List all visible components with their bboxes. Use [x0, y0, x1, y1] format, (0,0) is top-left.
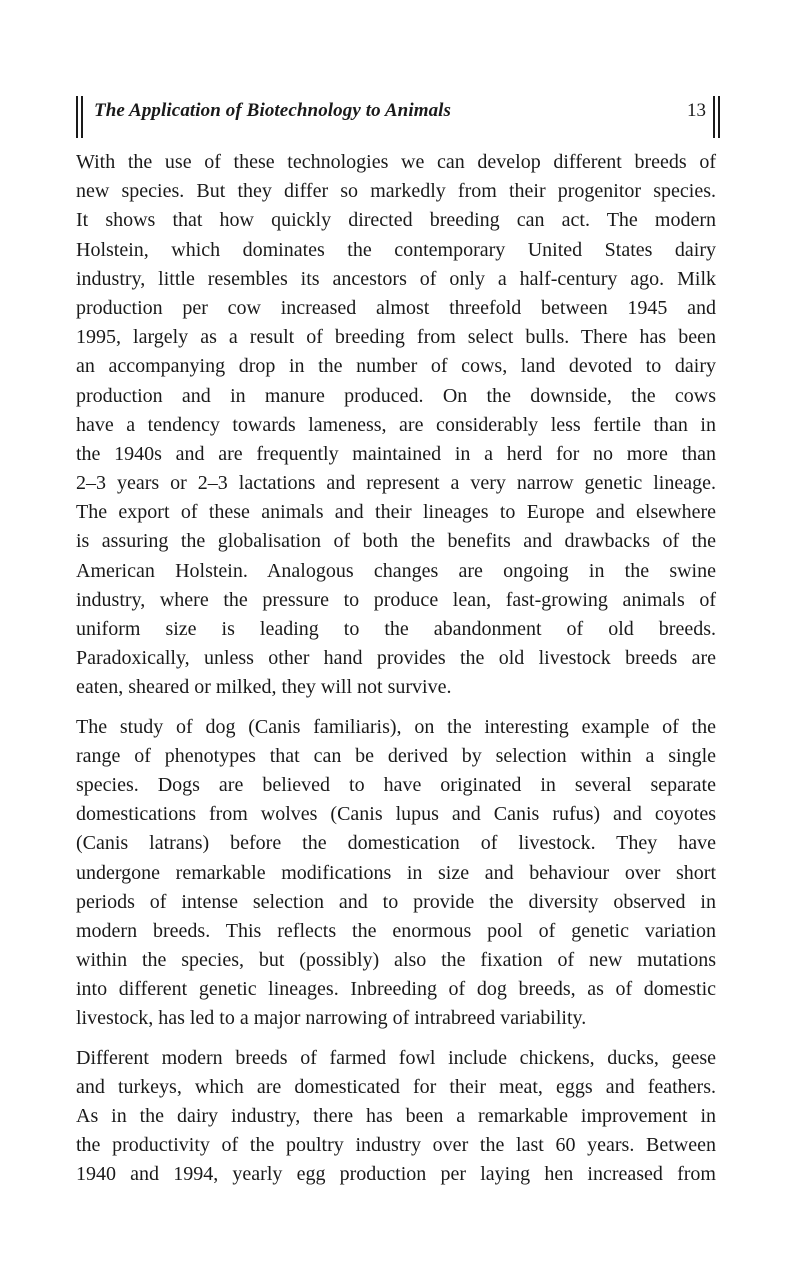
text-line: production per cow increased almost threefold between 1945 and	[76, 296, 716, 319]
text-line: (Canis latrans) before the domestication of livestock. They have	[76, 832, 716, 855]
header-rule-right	[713, 96, 715, 138]
text-line: livestock, has led to a major narrowing of intrabreed variability.	[76, 1007, 587, 1030]
text-line: American Holstein. Analogous changes are ongoing in the swine	[76, 559, 716, 582]
text-line: into different genetic lineages. Inbreeding of dog breeds, as of domestic	[76, 978, 716, 1001]
running-title: The Application of Biotechnology to Animals	[94, 100, 452, 121]
text-line: and turkeys, which are domesticated for their meat, eggs and feathers.	[76, 1075, 716, 1098]
text-line: industry, where the pressure to produce lean, fast-growing animals of	[76, 588, 716, 611]
header-rule-left	[76, 96, 78, 138]
text-line: the 1940s and are frequently maintained in a herd for no more than	[76, 442, 716, 465]
text-line: industry, little resembles its ancestors of only a half-century ago. Milk	[76, 267, 716, 290]
text-line: species. Dogs are believed to have originated in several separate	[76, 773, 716, 796]
text-line: eaten, sheared or milked, they will not survive.	[76, 676, 452, 699]
running-header	[76, 96, 720, 138]
text-line: new species. But they differ so markedly from their progenitor species.	[76, 180, 716, 203]
text-line: production and in manure produced. On the downside, the cows	[76, 384, 716, 407]
text-line: uniform size is leading to the abandonment of old breeds.	[76, 618, 716, 640]
text-line: range of phenotypes that can be derived by selection within a single	[76, 744, 716, 767]
text-line: The study of dog (Canis familiaris), on the interesting example of the	[76, 715, 716, 738]
text-line: modern breeds. This reflects the enormous pool of genetic variation	[76, 919, 716, 942]
body-text	[76, 148, 716, 1200]
paragraph	[76, 148, 716, 703]
text-line: The export of these animals and their lineages to Europe and elsewhere	[76, 501, 716, 524]
text-line: Holstein, which dominates the contemporary United States dairy	[76, 238, 716, 261]
text-line: Paradoxically, unless other hand provides the old livestock breeds are	[76, 647, 716, 670]
text-line: the productivity of the poultry industry over the last 60 years. Between	[76, 1134, 716, 1157]
header-rule-right	[718, 96, 720, 138]
text-line: Different modern breeds of farmed fowl include chickens, ducks, geese	[76, 1046, 716, 1069]
header-rule-left	[81, 96, 83, 138]
text-line: have a tendency towards lameness, are considerably less fertile than in	[76, 413, 716, 436]
text-line: With the use of these technologies we can develop different breeds of	[76, 151, 716, 173]
text-line: undergone remarkable modifications in size and behaviour over short	[76, 861, 716, 884]
text-line: is assuring the globalisation of both the benefits and drawbacks of the	[76, 530, 716, 553]
text-line: 1995, largely as a result of breeding from select bulls. There has been	[76, 326, 716, 349]
text-line: an accompanying drop in the number of cows, land devoted to dairy	[76, 355, 716, 378]
text-line: It shows that how quickly directed breeding can act. The modern	[76, 209, 716, 232]
paragraph	[76, 1044, 716, 1190]
text-line: 2–3 years or 2–3 lactations and represent a very narrow genetic lineage.	[76, 472, 716, 495]
text-line: As in the dairy industry, there has been a remarkable improvement in	[76, 1105, 716, 1127]
text-line: periods of intense selection and to provide the diversity observed in	[76, 890, 716, 913]
text-line: within the species, but (possibly) also the fixation of new mutations	[76, 949, 716, 972]
text-line: domestications from wolves (Canis lupus and Canis rufus) and coyotes	[76, 803, 716, 826]
paragraph	[76, 713, 716, 1034]
text-line: 1940 and 1994, yearly egg production per laying hen increased from	[76, 1163, 716, 1186]
page-number: 13	[687, 100, 706, 121]
